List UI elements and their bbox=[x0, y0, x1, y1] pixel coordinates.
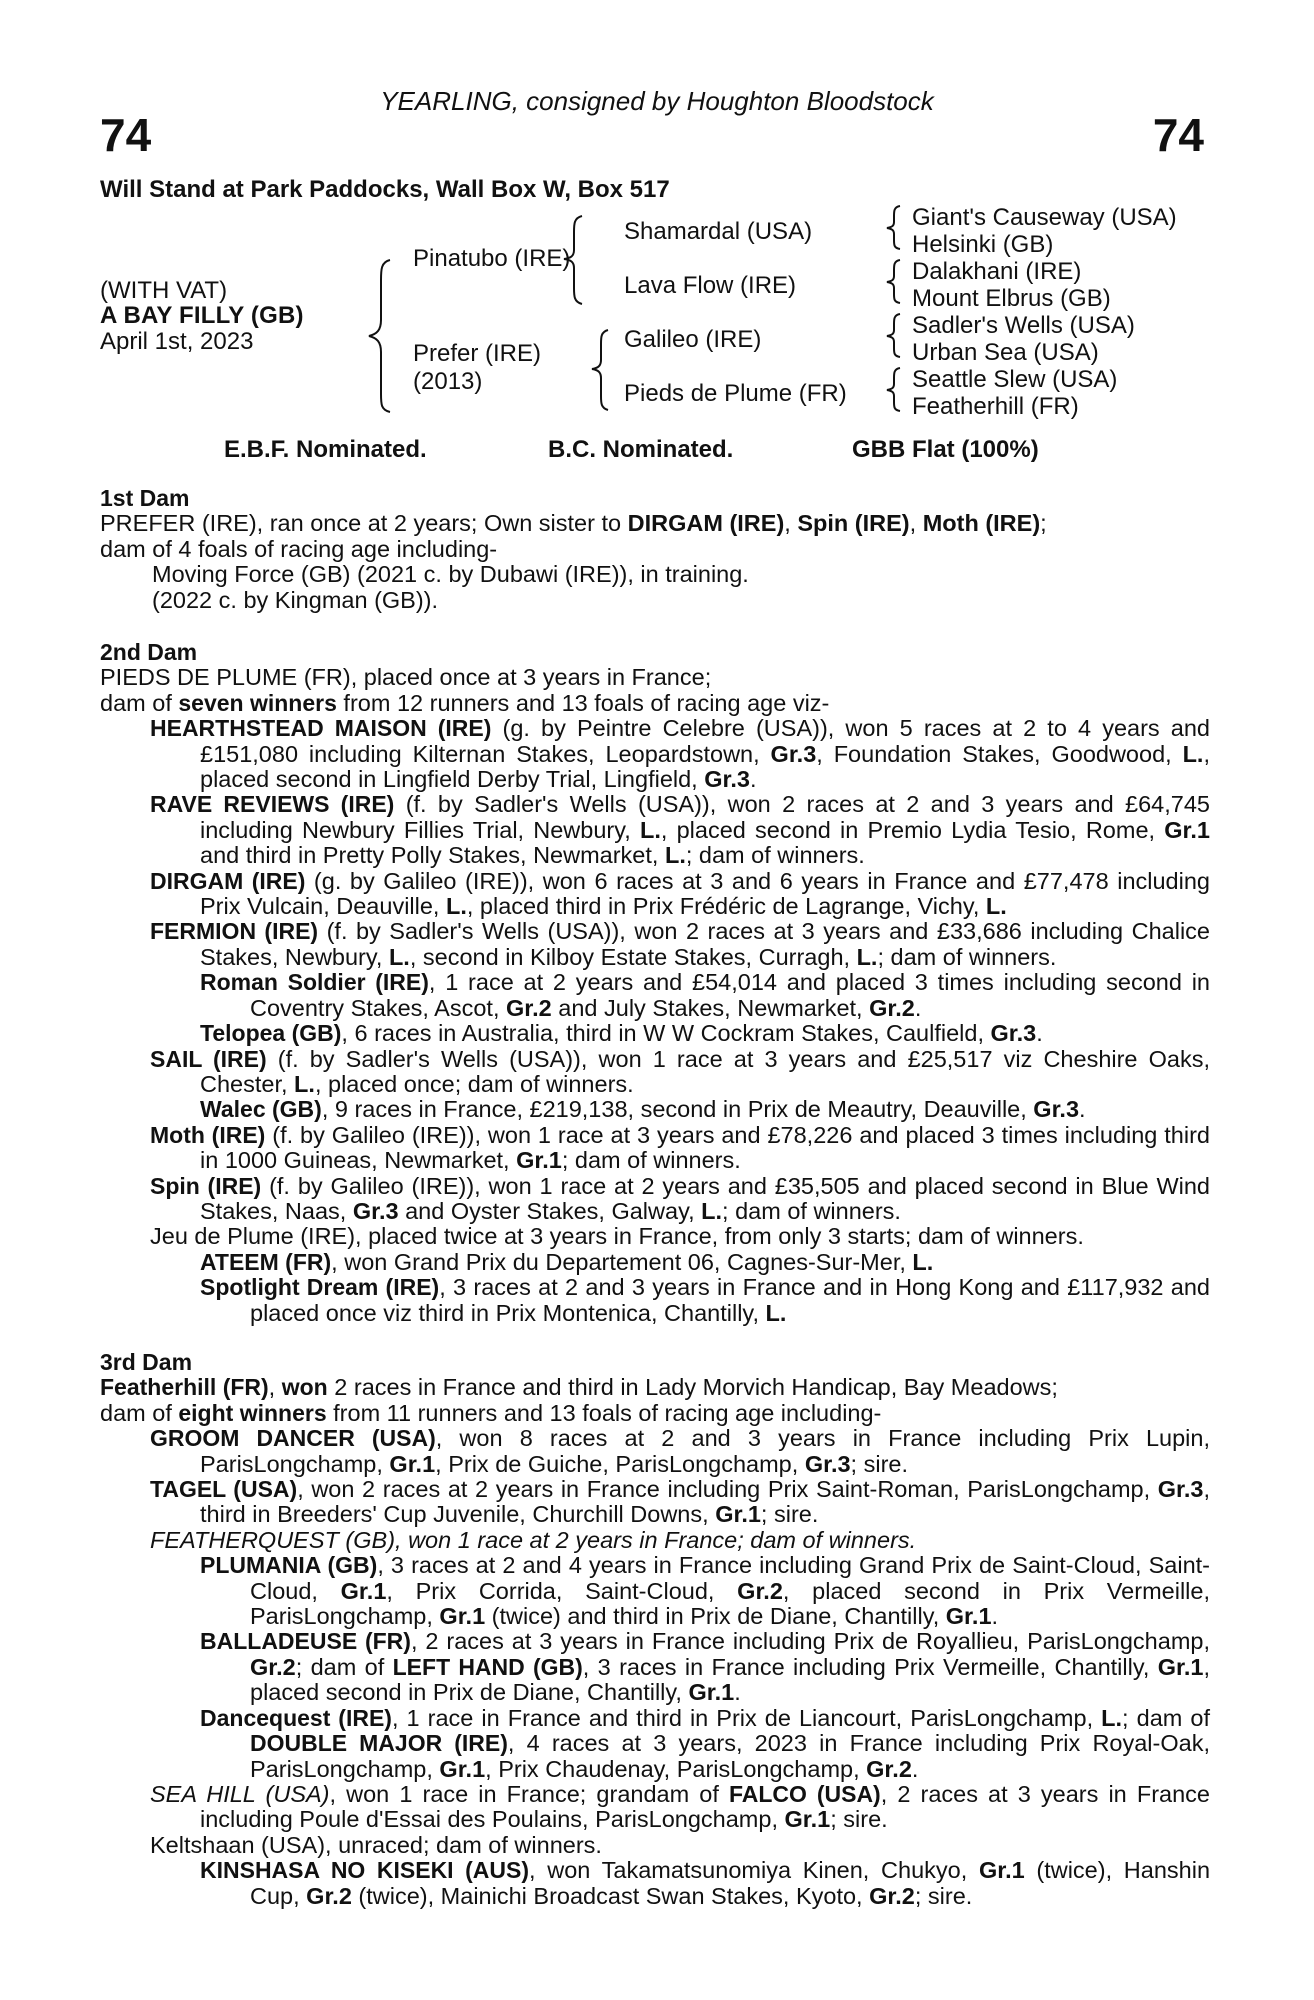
progeny-spotlight-dream: Spotlight Dream (IRE), 3 races at 2 and 3 years in France and in Hong Kong and £117,932 and placed once viz third in Prix Montenica, Chantilly, L. bbox=[200, 1274, 1211, 1326]
consignment-line: YEARLING, consigned by Houghton Bloodstock bbox=[380, 86, 934, 116]
gg-7: Seattle Slew (USA) bbox=[912, 366, 1118, 393]
gg-5: Sadler's Wells (USA) bbox=[912, 312, 1135, 339]
progeny-plumania: PLUMANIA (GB), 3 races at 2 and 4 years in France including Grand Prix de Saint-Cloud, Saint-Cloud, Gr.1, Prix Corrida, Saint-Cloud, Gr.2, placed second in Prix Vermeille, ParisLongchamp, Gr.1 (twice) and third in Prix de Diane, Chantilly, Gr.1. bbox=[200, 1552, 1211, 1630]
sire: Pinatubo (IRE) bbox=[413, 245, 571, 272]
progeny-hearthstead: HEARTHSTEAD MAISON (IRE) (g. by Peintre Celebre (USA)), won 5 races at 2 to 4 years and £151,080 including Kilternan Stakes, Leopardstown, Gr.3, Foundation Stakes, Goodwood, L., placed second in Lingfield Derby Trial, Lingfield, Gr.3. bbox=[150, 715, 1210, 793]
sire-dam: Lava Flow (IRE) bbox=[624, 272, 797, 299]
second-dam-line: PIEDS DE PLUME (FR), placed once at 3 years in France; bbox=[100, 664, 712, 691]
sire-sire: Shamardal (USA) bbox=[624, 218, 813, 245]
first-dam-heading: 1st Dam bbox=[100, 485, 190, 511]
second-dam-heading: 2nd Dam bbox=[100, 639, 198, 665]
gg-6: Urban Sea (USA) bbox=[912, 339, 1099, 366]
lot-number-right: 74 bbox=[1152, 109, 1204, 161]
dam: Prefer (IRE) bbox=[413, 340, 542, 367]
gg-4: Mount Elbrus (GB) bbox=[912, 285, 1111, 312]
second-dam-winners: dam of seven winners from 12 runners and 13 foals of racing age viz- bbox=[100, 689, 830, 716]
progeny-featherquest: FEATHERQUEST (GB), won 1 race at 2 years in France; dam of winners. bbox=[150, 1526, 917, 1553]
second-dam-section bbox=[100, 640, 1210, 1326]
brace-g2 bbox=[887, 260, 900, 303]
bc-nominated: B.C. Nominated. bbox=[548, 436, 734, 463]
progeny-kinshasa-no-kiseki: KINSHASA NO KISEKI (AUS), won Takamatsunomiya Kinen, Chukyo, Gr.1 (twice), Hanshin Cup, Gr.2 (twice), Mainichi Broadcast Swan Stakes, Kyoto, Gr.2; sire. bbox=[200, 1857, 1211, 1909]
progeny-groom-dancer: GROOM DANCER (USA), won 8 races at 2 and 3 years in France including Prix Lupin, ParisLongchamp, Gr.1, Prix de Guiche, ParisLongchamp, Gr.3; sire. bbox=[150, 1425, 1211, 1477]
horse-name: A BAY FILLY (GB) bbox=[100, 302, 304, 329]
progeny-sea-hill: SEA HILL (USA), won 1 race in France; grandam of FALCO (USA), 2 races at 3 years in France including Poule d'Essai des Poulains, ParisLongchamp, Gr.1; sire. bbox=[150, 1780, 1210, 1833]
third-dam-heading: 3rd Dam bbox=[100, 1349, 193, 1375]
progeny-moth: Moth (IRE) (f. by Galileo (IRE)), won 1 race at 3 years and £78,226 and placed 3 times including third in 1000 Guineas, Newmarket, Gr.1; dam of winners. bbox=[150, 1121, 1210, 1174]
progeny-tagel: TAGEL (USA), won 2 races at 2 years in France including Prix Saint-Roman, ParisLongchamp, Gr.3, third in Breeders' Cup Juvenile, Churchill Downs, Gr.1; sire. bbox=[150, 1476, 1211, 1528]
dam-year: (2013) bbox=[413, 368, 483, 395]
progeny-keltshaan: Keltshaan (USA), unraced; dam of winners. bbox=[150, 1831, 602, 1858]
third-dam-winners: dam of eight winners from 11 runners and 13 foals of racing age including- bbox=[100, 1399, 882, 1426]
progeny-jeu-de-plume: Jeu de Plume (IRE), placed twice at 3 years in France, from only 3 starts; dam of winners. bbox=[150, 1223, 1084, 1250]
gg-3: Dalakhani (IRE) bbox=[912, 258, 1082, 285]
third-dam-section bbox=[100, 1350, 1210, 1909]
ebf-nominated: E.B.F. Nominated. bbox=[224, 436, 427, 463]
gg-2: Helsinki (GB) bbox=[912, 231, 1054, 258]
progeny-roman-soldier: Roman Soldier (IRE), 1 race at 2 years and £54,014 and placed 3 times including second in Coventry Stakes, Ascot, Gr.2 and July Stakes, Newmarket, Gr.2. bbox=[200, 969, 1210, 1021]
first-dam-line: PREFER (IRE), ran once at 2 years; Own sister to DIRGAM (IRE), Spin (IRE), Moth (IRE); bbox=[100, 510, 1047, 537]
progeny-dancequest: Dancequest (IRE), 1 race in France and third in Prix de Liancourt, ParisLongchamp, L.; dam of DOUBLE MAJOR (IRE), 4 races at 3 years, 2023 in France including Prix Royal-Oak, ParisLongchamp, Gr.1, Prix Chaudenay, ParisLongchamp, Gr.2. bbox=[200, 1704, 1210, 1782]
stand-location: Will Stand at Park Paddocks, Wall Box W, Box 517 bbox=[100, 176, 670, 203]
progeny-ateem: ATEEM (FR), won Grand Prix du Departement 06, Cagnes-Sur-Mer, L. bbox=[200, 1248, 934, 1275]
progeny-spin: Spin (IRE) (f. by Galileo (IRE)), won 1 race at 2 years and £35,505 and placed second in Blue Wind Stakes, Naas, Gr.3 and Oyster Stakes, Galway, L.; dam of winners. bbox=[150, 1172, 1210, 1224]
foaled-date: April 1st, 2023 bbox=[100, 328, 254, 355]
progeny-balladeuse: BALLADEUSE (FR), 2 races at 3 years in France including Prix de Royallieu, ParisLongchamp, Gr.2; dam of LEFT HAND (GB), 3 races in France including Prix Vermeille, Chantilly, Gr.1, placed second in Prix de Diane, Chantilly, Gr.1. bbox=[200, 1628, 1211, 1706]
first-dam-section bbox=[100, 486, 1210, 613]
gbb-flat: GBB Flat (100%) bbox=[852, 436, 1039, 463]
brace-g1 bbox=[887, 206, 900, 249]
vat-label: (WITH VAT) bbox=[100, 277, 228, 304]
first-dam-progeny-2: (2022 c. by Kingman (GB)). bbox=[152, 586, 439, 613]
progeny-fermion: FERMION (IRE) (f. by Sadler's Wells (USA)), won 2 races at 3 years and £33,686 including Chalice Stakes, Newbury, L., second in Kilboy Estate Stakes, Curragh, L.; dam of winners. bbox=[150, 918, 1210, 970]
third-dam-line: Featherhill (FR), won 2 races in France and third in Lady Morvich Handicap, Bay Meadows; bbox=[100, 1374, 1058, 1401]
lot-number-left: 74 bbox=[100, 109, 152, 161]
progeny-rave-reviews: RAVE REVIEWS (IRE) (f. by Sadler's Wells (USA)), won 2 races at 2 and 3 years and £64,745 including Newbury Fillies Trial, Newbury, L., placed second in Premio Lydia Tesio, Rome, Gr.1 and third in Pretty Polly Stakes, Newmarket, L.; dam of winners. bbox=[150, 791, 1210, 869]
progeny-dirgam: DIRGAM (IRE) (g. by Galileo (IRE)), won 6 races at 3 and 6 years in France and £77,478 including Prix Vulcain, Deauville, L., placed third in Prix Frédéric de Lagrange, Vichy, L. bbox=[150, 867, 1210, 920]
gg-1: Giant's Causeway (USA) bbox=[912, 204, 1177, 231]
dam-sire: Galileo (IRE) bbox=[624, 326, 762, 353]
brace-dam bbox=[592, 330, 608, 410]
brace-main bbox=[369, 260, 390, 412]
progeny-telopea: Telopea (GB), 6 races in Australia, third in W W Cockram Stakes, Caulfield, Gr.3. bbox=[200, 1020, 1043, 1047]
first-dam-progeny-1: Moving Force (GB) (2021 c. by Dubawi (IRE)), in training. bbox=[152, 561, 749, 588]
first-dam-foals: dam of 4 foals of racing age including- bbox=[100, 535, 498, 562]
brace-g4 bbox=[887, 368, 900, 411]
dam-dam: Pieds de Plume (FR) bbox=[624, 380, 847, 407]
brace-g3 bbox=[887, 314, 900, 357]
progeny-walec: Walec (GB), 9 races in France, £219,138, second in Prix de Meautry, Deauville, Gr.3. bbox=[200, 1096, 1086, 1123]
progeny-sail: SAIL (IRE) (f. by Sadler's Wells (USA)), won 1 race at 3 years and £25,517 viz Cheshire Oaks, Chester, L., placed once; dam of winners. bbox=[150, 1045, 1210, 1097]
gg-8: Featherhill (FR) bbox=[912, 393, 1079, 420]
